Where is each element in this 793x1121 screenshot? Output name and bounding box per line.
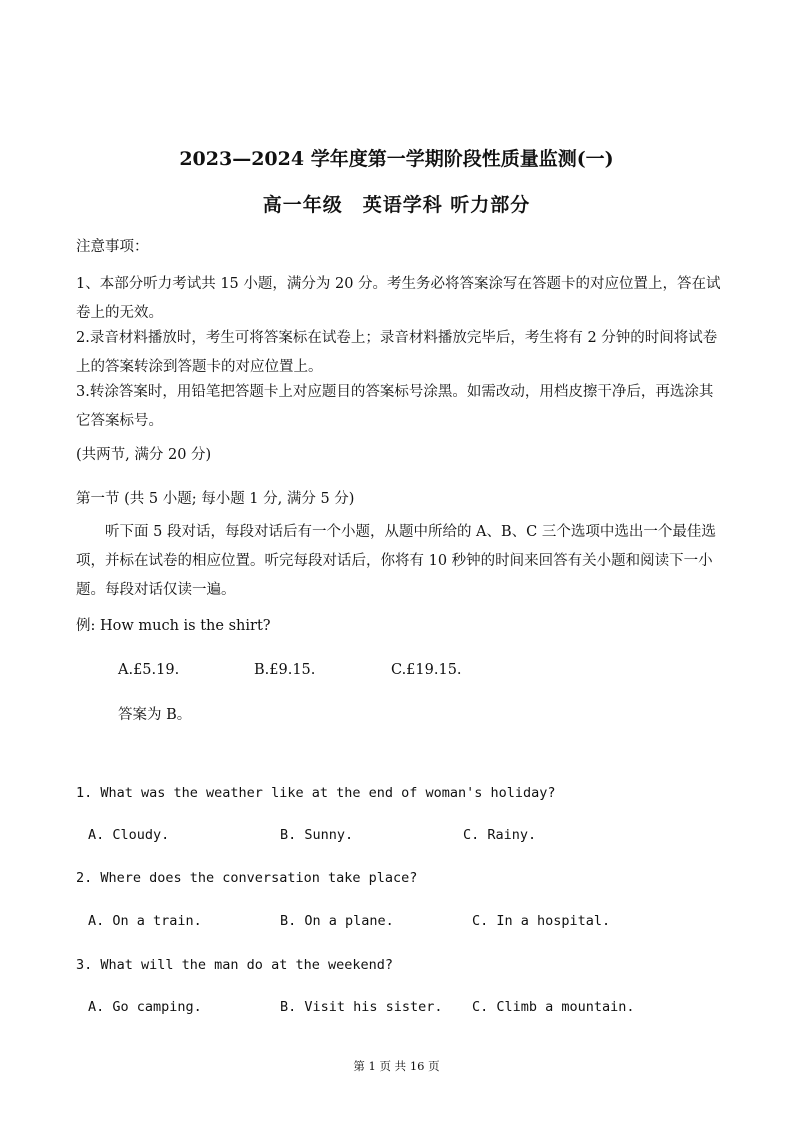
note-item xyxy=(76,270,726,328)
question-2-option-a: A. On a train. xyxy=(88,913,202,929)
section1-heading: 第一节 (共 5 小题; 每小题 1 分, 满分 5 分) xyxy=(76,491,355,507)
page-footer: 第 1 页 共 16 页 xyxy=(353,1059,440,1073)
question-1-option-b: B. Sunny. xyxy=(280,827,354,843)
note-item xyxy=(76,378,726,436)
question-1: 1. What was the weather like at the end of woman's holiday? xyxy=(76,785,556,801)
question-2-option-b: B. On a plane. xyxy=(280,913,394,929)
question-3-option-c: C. Climb a mountain. xyxy=(472,999,635,1015)
note-item xyxy=(76,324,726,382)
example-option-c: C.£19.15. xyxy=(391,662,462,678)
example-option-a: A.£5.19. xyxy=(118,662,180,678)
note-item-3: 3.转涂答案时，用铅笔把答题卡上对应题目的答案标号涂黑。如需改动，用档皮擦干净后，再选涂其它答案标号。 xyxy=(76,384,714,429)
question-2: 2. Where does the conversation take place? xyxy=(76,870,418,886)
notes-heading: 注意事项： xyxy=(76,239,149,255)
note-item-2: 2.录音材料播放时，考生可将答案标在试卷上；录音材料播放完毕后，考生将有 2 分钟的时间将试卷上的答案转涂到答题卡的对应位置上。 xyxy=(76,330,718,375)
question-3-option-a: A. Go camping. xyxy=(88,999,202,1015)
score-summary: (共两节, 满分 20 分) xyxy=(76,447,212,463)
page-subtitle: 高一年级 英语学科 听力部分 xyxy=(262,194,531,216)
question-3-option-b: B. Visit his sister. xyxy=(280,999,443,1015)
question-1-option-c: C. Rainy. xyxy=(463,827,537,843)
page-title: 2023—2024 学年度第一学期阶段性质量监测(一) xyxy=(179,148,614,170)
example-answer: 答案为 B。 xyxy=(118,707,192,723)
section1-instructions: 听下面 5 段对话，每段对话后有一个小题，从题中所给的 A、B、C 三个选项中选出一个最佳选项，并标在试卷的相应位置。听完每段对话后，你将有 10 秒钟的时间来回答有关小题和阅读下一小题。每段对话仅读一遍。 xyxy=(76,524,716,598)
question-2-option-c: C. In a hospital. xyxy=(472,913,611,929)
example-question: 例: How much is the shirt? xyxy=(76,618,271,634)
question-3: 3. What will the man do at the weekend? xyxy=(76,957,393,973)
question-1-option-a: A. Cloudy. xyxy=(88,827,170,843)
example-option-b: B.£9.15. xyxy=(254,662,316,678)
note-item-1: 1、本部分听力考试共 15 小题，满分为 20 分。考生务必将答案涂写在答题卡的对应位置上，答在试卷上的无效。 xyxy=(76,276,721,321)
